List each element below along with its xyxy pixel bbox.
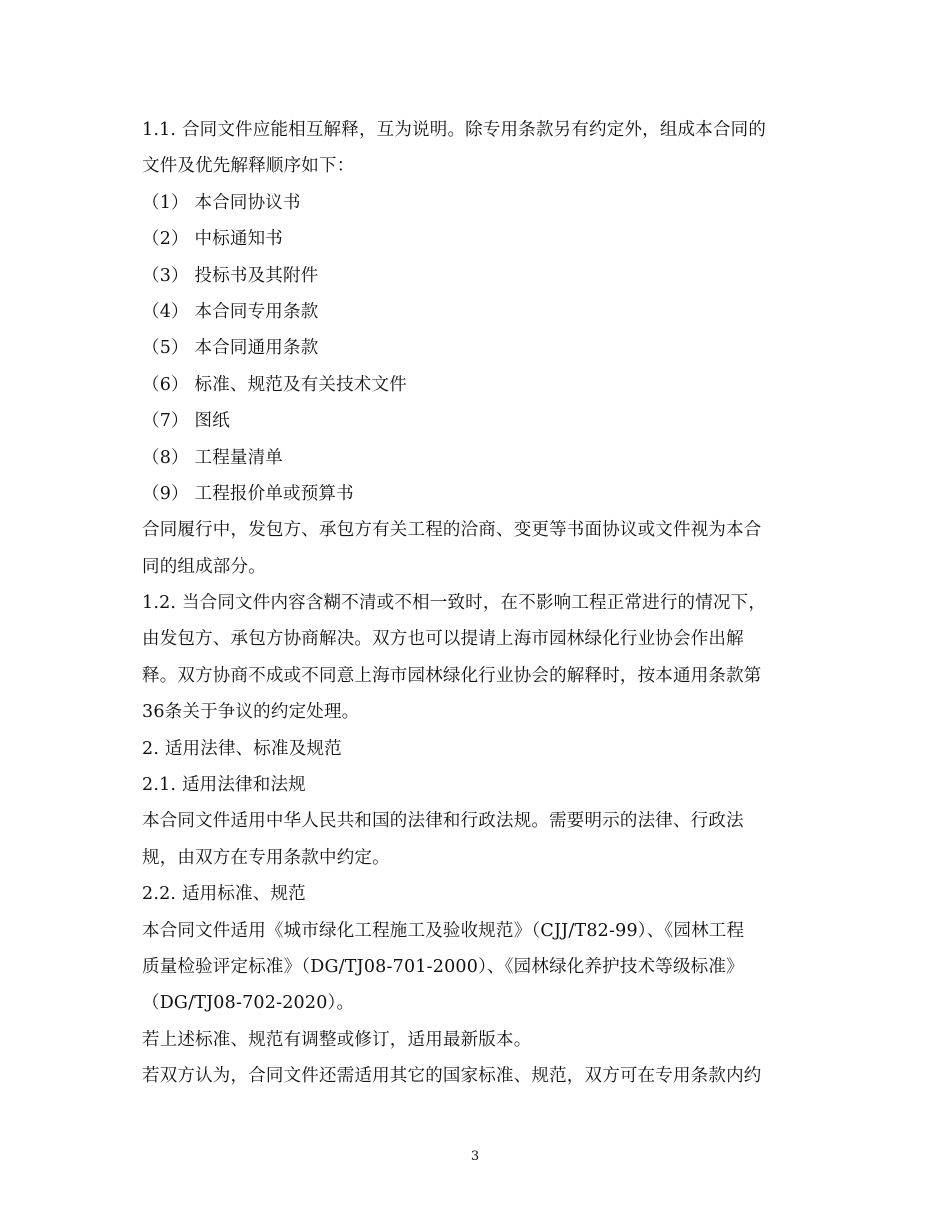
list-item: （7） 图纸 bbox=[142, 411, 230, 432]
text-line: 规，由双方在专用条款中约定。 bbox=[142, 847, 390, 868]
subsection-heading: 2.2. 适用标准、规范 bbox=[142, 884, 306, 905]
text-line: 1.2. 当合同文件内容含糊不清或不相一致时，在不影响工程正常进行的情况下， bbox=[142, 593, 767, 614]
text-line: 释。双方协商不成或不同意上海市园林绿化行业协会的解释时，按本通用条款第 bbox=[142, 665, 762, 686]
list-item: （9） 工程报价单或预算书 bbox=[142, 483, 354, 504]
list-item: （4） 本合同专用条款 bbox=[142, 301, 319, 322]
list-item: （6） 标准、规范及有关技术文件 bbox=[142, 374, 407, 395]
text-line: 文件及优先解释顺序如下： bbox=[142, 156, 355, 177]
text-line: 合同履行中，发包方、承包方有关工程的洽商、变更等书面协议或文件视为本合 bbox=[142, 520, 762, 541]
text-line: 本合同文件适用《城市绿化工程施工及验收规范》（CJJ/T82-99）、《园林工程 bbox=[142, 920, 745, 941]
text-line: 本合同文件适用中华人民共和国的法律和行政法规。需要明示的法律、行政法 bbox=[142, 811, 744, 832]
text-line: 质量检验评定标准》（DG/TJ08-701-2000）、《园林绿化养护技术等级标准》 bbox=[142, 956, 744, 977]
text-line: 若双方认为，合同文件还需适用其它的国家标准、规范，双方可在专用条款内约 bbox=[142, 1066, 762, 1087]
text-line: 由发包方、承包方协商解决。双方也可以提请上海市园林绿化行业协会作出解 bbox=[142, 629, 744, 650]
list-item: （5） 本合同通用条款 bbox=[142, 338, 319, 359]
text-line: （DG/TJ08-702-2020）。 bbox=[142, 993, 355, 1014]
list-item: （2） 中标通知书 bbox=[142, 229, 283, 250]
subsection-heading: 2.1. 适用法律和法规 bbox=[142, 775, 306, 796]
document-body bbox=[142, 112, 822, 1095]
list-item: （1） 本合同协议书 bbox=[142, 192, 301, 213]
text-line: 同的组成部分。 bbox=[142, 556, 266, 577]
list-item: （3） 投标书及其附件 bbox=[142, 265, 319, 286]
text-line: 1.1. 合同文件应能相互解释，互为说明。除专用条款另有约定外，组成本合同的 bbox=[142, 120, 767, 140]
section-heading: 2. 适用法律、标准及规范 bbox=[142, 738, 342, 759]
list-item: （8） 工程量清单 bbox=[142, 447, 283, 468]
text-line: 36条关于争议的约定处理。 bbox=[142, 702, 360, 723]
page-number: 3 bbox=[470, 1149, 480, 1164]
text-line: 若上述标准、规范有调整或修订，适用最新版本。 bbox=[142, 1029, 532, 1050]
